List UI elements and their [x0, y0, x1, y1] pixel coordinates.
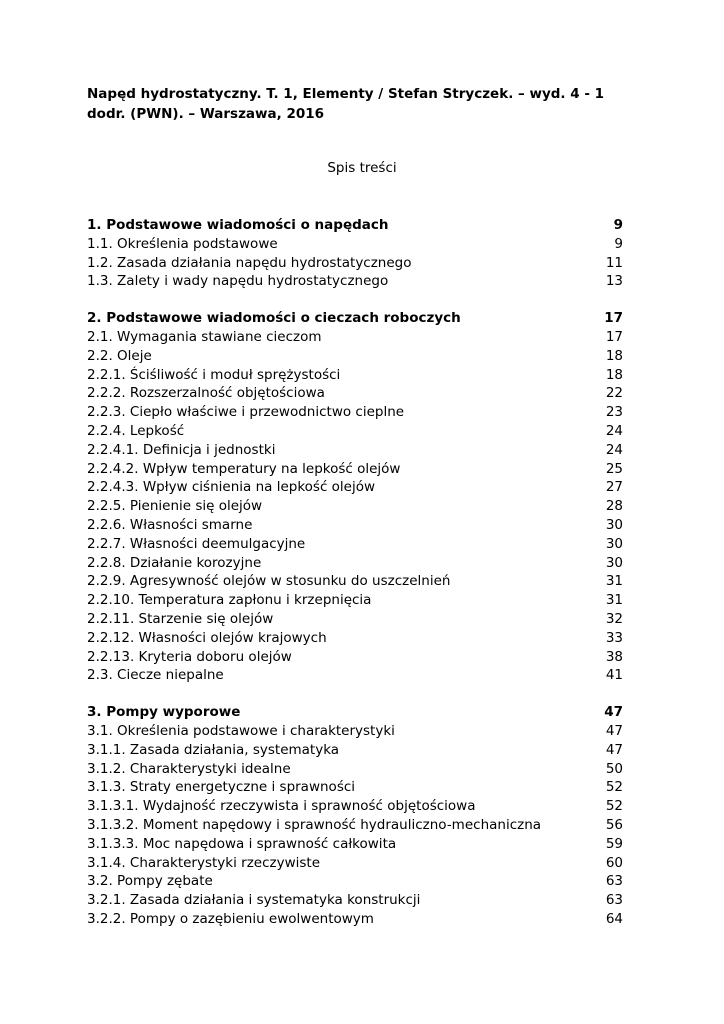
toc-entry-page: 33: [605, 629, 623, 646]
bibliographic-header: Napęd hydrostatyczny. T. 1, Elementy / Stefan Stryczek. – wyd. 4 - 1 dodr. (PWN). – Warszawa, 2016: [87, 86, 605, 122]
toc-entry: [87, 535, 623, 554]
toc-entry-page: 63: [605, 873, 623, 890]
toc-entry: [87, 872, 623, 891]
toc-entry-label: 3.1.2. Charakterystyki idealne: [87, 760, 291, 777]
toc-entry: [87, 610, 623, 629]
toc-section-heading: [87, 703, 623, 722]
toc-entry-page: 63: [605, 892, 623, 909]
toc-entry-page: 38: [605, 648, 623, 665]
toc-entry-label: 2.2.1. Ściśliwość i moduł sprężystości: [87, 366, 341, 383]
toc-entry-label: 2.2.12. Własności olejów krajowych: [87, 629, 327, 646]
toc-entry-page: 30: [605, 535, 623, 552]
toc-entry: [87, 422, 623, 441]
toc-entry-page: 50: [605, 760, 623, 777]
toc-entry-page: 41: [605, 667, 623, 684]
toc-entry: [87, 366, 623, 385]
toc-entry: [87, 648, 623, 667]
toc-entry: [87, 441, 623, 460]
toc-entry-label: 3.2.2. Pompy o zazębieniu ewolwentowym: [87, 910, 374, 927]
toc-entry: [87, 835, 623, 854]
toc-entry: [87, 272, 623, 291]
toc-entry-page: 47: [605, 722, 623, 739]
toc-entry-label: 2.2.4.3. Wpływ ciśnienia na lepkość olejów: [87, 479, 376, 496]
toc-entry-page: 31: [605, 592, 623, 609]
toc-entry-page: 25: [605, 460, 623, 477]
toc-entry-page: 64: [605, 910, 623, 927]
toc-entry-label: 3.1.1. Zasada działania, systematyka: [87, 741, 340, 758]
toc-entry-label: 2.2.5. Pienienie się olejów: [87, 498, 263, 515]
toc-entry-label: 2. Podstawowe wiadomości o cieczach roboczych: [87, 310, 461, 327]
toc-entry-label: 3.1. Określenia podstawowe i charakterystyki: [87, 722, 395, 739]
toc-entry: [87, 516, 623, 535]
toc-entry: [87, 554, 623, 573]
toc-entry-label: 2.2.4.1. Definicja i jednostki: [87, 441, 276, 458]
toc-entry-label: 3.1.3.3. Moc napędowa i sprawność całkowita: [87, 835, 397, 852]
toc-entry-page: 60: [605, 854, 623, 871]
toc-entry-label: 3.1.3.2. Moment napędowy i sprawność hydrauliczno-mechaniczna: [87, 816, 542, 833]
toc-entry-page: 30: [605, 554, 623, 571]
toc-entry-page: 11: [605, 254, 623, 271]
toc-entry: [87, 778, 623, 797]
toc-entry: [87, 572, 623, 591]
toc-entry-label: 3.2. Pompy zębate: [87, 873, 213, 890]
toc-entry: [87, 910, 623, 929]
toc-entry: [87, 403, 623, 422]
toc-entry: [87, 384, 623, 403]
toc-entry-label: 1.1. Określenia podstawowe: [87, 235, 278, 252]
toc-entry-page: 52: [605, 779, 623, 796]
toc-entry: [87, 347, 623, 366]
toc-entry-label: 1.3. Zalety i wady napędu hydrostatycznego: [87, 273, 389, 290]
toc-entry-label: 2.2.7. Własności deemulgacyjne: [87, 535, 306, 552]
toc-section: [87, 216, 623, 291]
toc-entry: [87, 854, 623, 873]
toc-entry-label: 1.2. Zasada działania napędu hydrostatycznego: [87, 254, 412, 271]
toc-entry-page: 17: [605, 328, 623, 345]
toc-entry-label: 2.2.4.2. Wpływ temperatury na lepkość olejów: [87, 460, 401, 477]
toc-section-heading: [87, 309, 623, 328]
toc-entry-page: 52: [605, 798, 623, 815]
table-of-contents: [87, 216, 623, 947]
toc-entry-page: 56: [605, 816, 623, 833]
toc-entry-page: 23: [605, 404, 623, 421]
toc-entry: [87, 722, 623, 741]
toc-entry-page: 47: [605, 741, 623, 758]
toc-entry-page: 59: [605, 835, 623, 852]
toc-entry-page: 47: [604, 704, 623, 721]
toc-entry-page: 13: [605, 273, 623, 290]
toc-entry: [87, 816, 623, 835]
toc-title: Spis treści: [327, 160, 397, 176]
toc-section: [87, 309, 623, 685]
toc-entry: [87, 741, 623, 760]
toc-entry-label: 2.2. Oleje: [87, 347, 152, 364]
toc-entry-label: 2.2.13. Kryteria doboru olejów: [87, 648, 292, 665]
toc-entry-page: 28: [605, 498, 623, 515]
toc-entry-label: 2.2.2. Rozszerzalność objętościowa: [87, 385, 325, 402]
toc-entry-page: 31: [605, 573, 623, 590]
toc-entry-label: 2.2.9. Agresywność olejów w stosunku do uszczelnień: [87, 573, 451, 590]
toc-entry: [87, 254, 623, 273]
toc-entry-page: 9: [614, 235, 623, 252]
toc-entry: [87, 235, 623, 254]
toc-entry-label: 2.2.8. Działanie korozyjne: [87, 554, 262, 571]
toc-entry: [87, 760, 623, 779]
toc-entry: [87, 460, 623, 479]
toc-entry: [87, 591, 623, 610]
toc-entry-label: 1. Podstawowe wiadomości o napędach: [87, 217, 389, 233]
toc-entry-page: 32: [605, 610, 623, 627]
toc-entry: [87, 629, 623, 648]
toc-entry-label: 2.2.11. Starzenie się olejów: [87, 610, 274, 627]
toc-entry: [87, 497, 623, 516]
toc-entry-page: 17: [604, 310, 623, 327]
toc-entry: [87, 328, 623, 347]
toc-section: [87, 703, 623, 929]
toc-entry-label: 3.2.1. Zasada działania i systematyka konstrukcji: [87, 892, 421, 909]
toc-entry-label: 3.1.4. Charakterystyki rzeczywiste: [87, 854, 321, 871]
toc-entry-label: 3.1.3.1. Wydajność rzeczywista i sprawność objętościowa: [87, 798, 476, 815]
toc-entry-label: 2.2.6. Własności smarne: [87, 516, 253, 533]
toc-entry-page: 22: [605, 385, 623, 402]
toc-entry-page: 24: [605, 441, 623, 458]
toc-entry-label: 2.2.3. Ciepło właściwe i przewodnictwo cieplne: [87, 404, 405, 421]
toc-entry-label: 3.1.3. Straty energetyczne i sprawności: [87, 779, 356, 796]
toc-entry-label: 3. Pompy wyporowe: [87, 704, 241, 721]
toc-entry-page: 27: [605, 479, 623, 496]
toc-entry-page: 9: [613, 217, 623, 233]
toc-entry-label: 2.1. Wymagania stawiane cieczom: [87, 328, 322, 345]
toc-entry-page: 18: [605, 366, 623, 383]
toc-entry-page: 30: [605, 516, 623, 533]
toc-entry: [87, 797, 623, 816]
toc-entry-page: 24: [605, 422, 623, 439]
toc-section-heading: [87, 216, 623, 235]
toc-entry-label: 2.2.10. Temperatura zapłonu i krzepnięcia: [87, 592, 372, 609]
toc-entry: [87, 478, 623, 497]
toc-entry: [87, 891, 623, 910]
toc-entry-label: 2.3. Ciecze niepalne: [87, 667, 224, 684]
toc-entry-label: 2.2.4. Lepkość: [87, 422, 185, 439]
toc-entry-page: 18: [605, 347, 623, 364]
toc-entry: [87, 666, 623, 685]
